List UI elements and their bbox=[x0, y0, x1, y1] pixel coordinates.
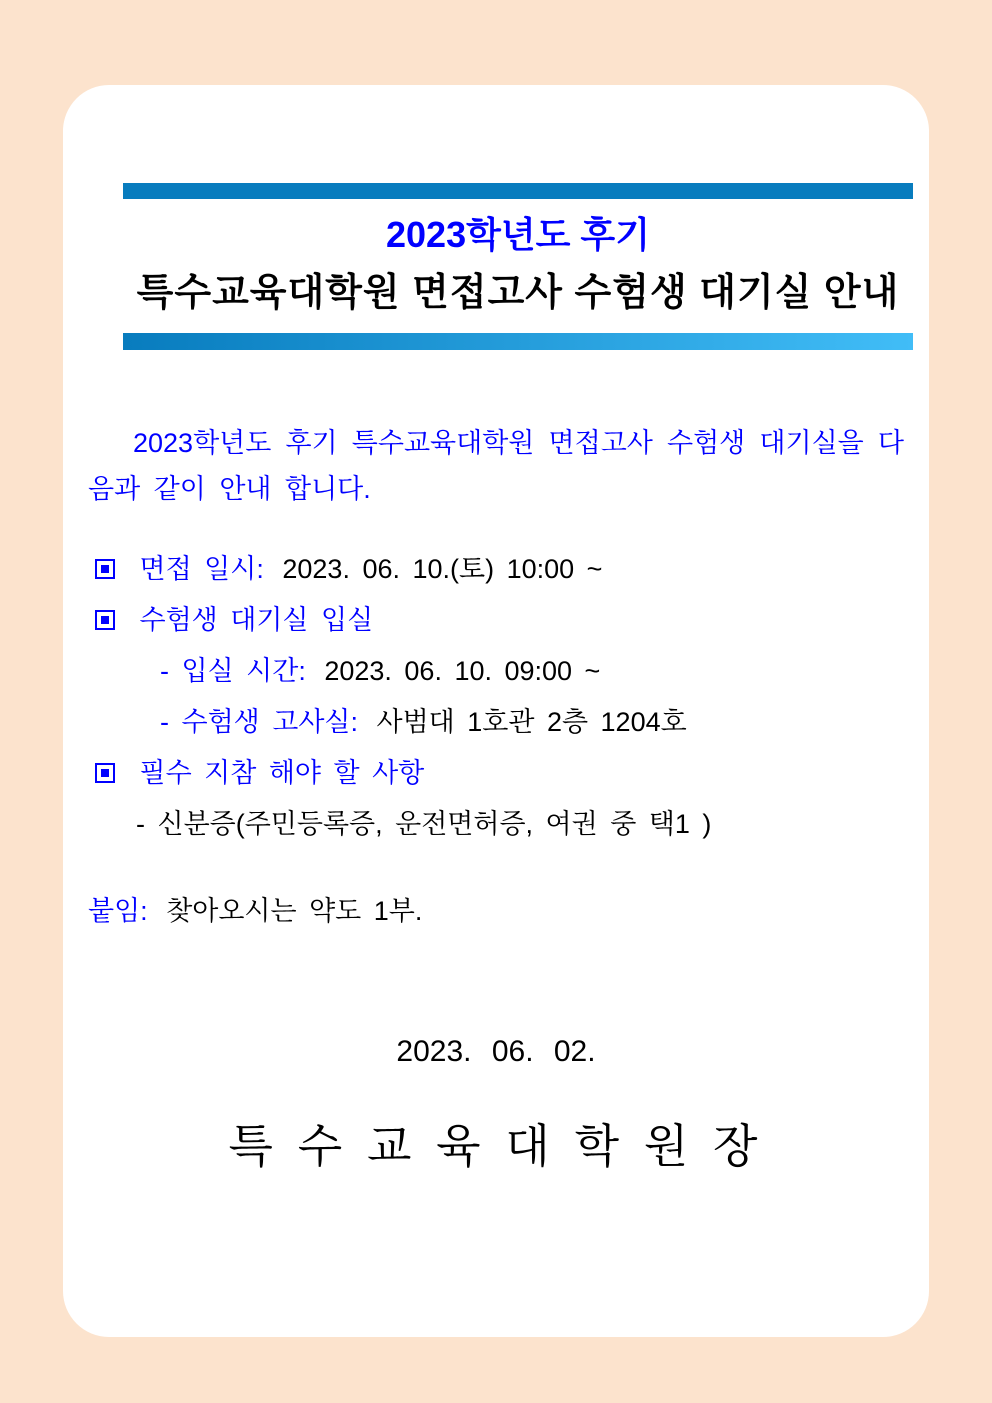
square-bullet-icon bbox=[95, 763, 115, 783]
list-item-waiting-room bbox=[88, 603, 904, 637]
item-value: - 신분증(주민등록증, 운전면허증, 여권 중 택1 ) bbox=[136, 809, 712, 839]
item-label: 필수 지참 해야 할 사항 bbox=[139, 758, 425, 788]
item-label: 면접 일시: bbox=[139, 554, 264, 584]
notice-item-list bbox=[88, 552, 904, 841]
square-bullet-icon bbox=[95, 610, 115, 630]
notice-card bbox=[63, 85, 929, 1337]
issue-date: 2023. 06. 02. bbox=[396, 1035, 596, 1068]
list-item-required-items bbox=[88, 756, 904, 790]
square-bullet-icon bbox=[95, 559, 115, 579]
list-item-id-card bbox=[88, 807, 904, 841]
list-item-interview-date bbox=[88, 552, 904, 586]
list-item-exam-room bbox=[88, 705, 904, 739]
attachment-label: 붙임: bbox=[88, 896, 148, 926]
item-value: 사범대 1호관 2층 1204호 bbox=[376, 707, 687, 737]
item-value: 2023. 06. 10. 09:00 ~ bbox=[324, 656, 601, 686]
notice-header bbox=[63, 85, 929, 350]
item-label: - 수험생 고사실: bbox=[160, 707, 358, 737]
page-background bbox=[0, 85, 992, 1403]
item-label: - 입실 시간: bbox=[160, 656, 306, 686]
intro-paragraph: 2023학년도 후기 특수교육대학원 면접고사 수험생 대기실을 다음과 같이 안내 합니다. bbox=[88, 428, 904, 504]
attachment-value: 찾아오시는 약도 1부. bbox=[166, 896, 423, 926]
list-item-entry-time bbox=[88, 654, 904, 688]
signature-title: 특 수 교 육 대 학 원 장 bbox=[228, 1120, 764, 1172]
notice-title-line1: 2023학년도 후기 bbox=[386, 214, 650, 255]
item-label: 수험생 대기실 입실 bbox=[139, 605, 374, 635]
notice-title-line2: 특수교육대학원 면접고사 수험생 대기실 안내 bbox=[136, 272, 900, 314]
attachment-line bbox=[88, 894, 904, 928]
header-bottom-bar bbox=[123, 333, 913, 350]
notice-body bbox=[88, 420, 904, 1176]
item-value: 2023. 06. 10.(토) 10:00 ~ bbox=[282, 554, 603, 584]
header-top-bar bbox=[123, 183, 913, 199]
